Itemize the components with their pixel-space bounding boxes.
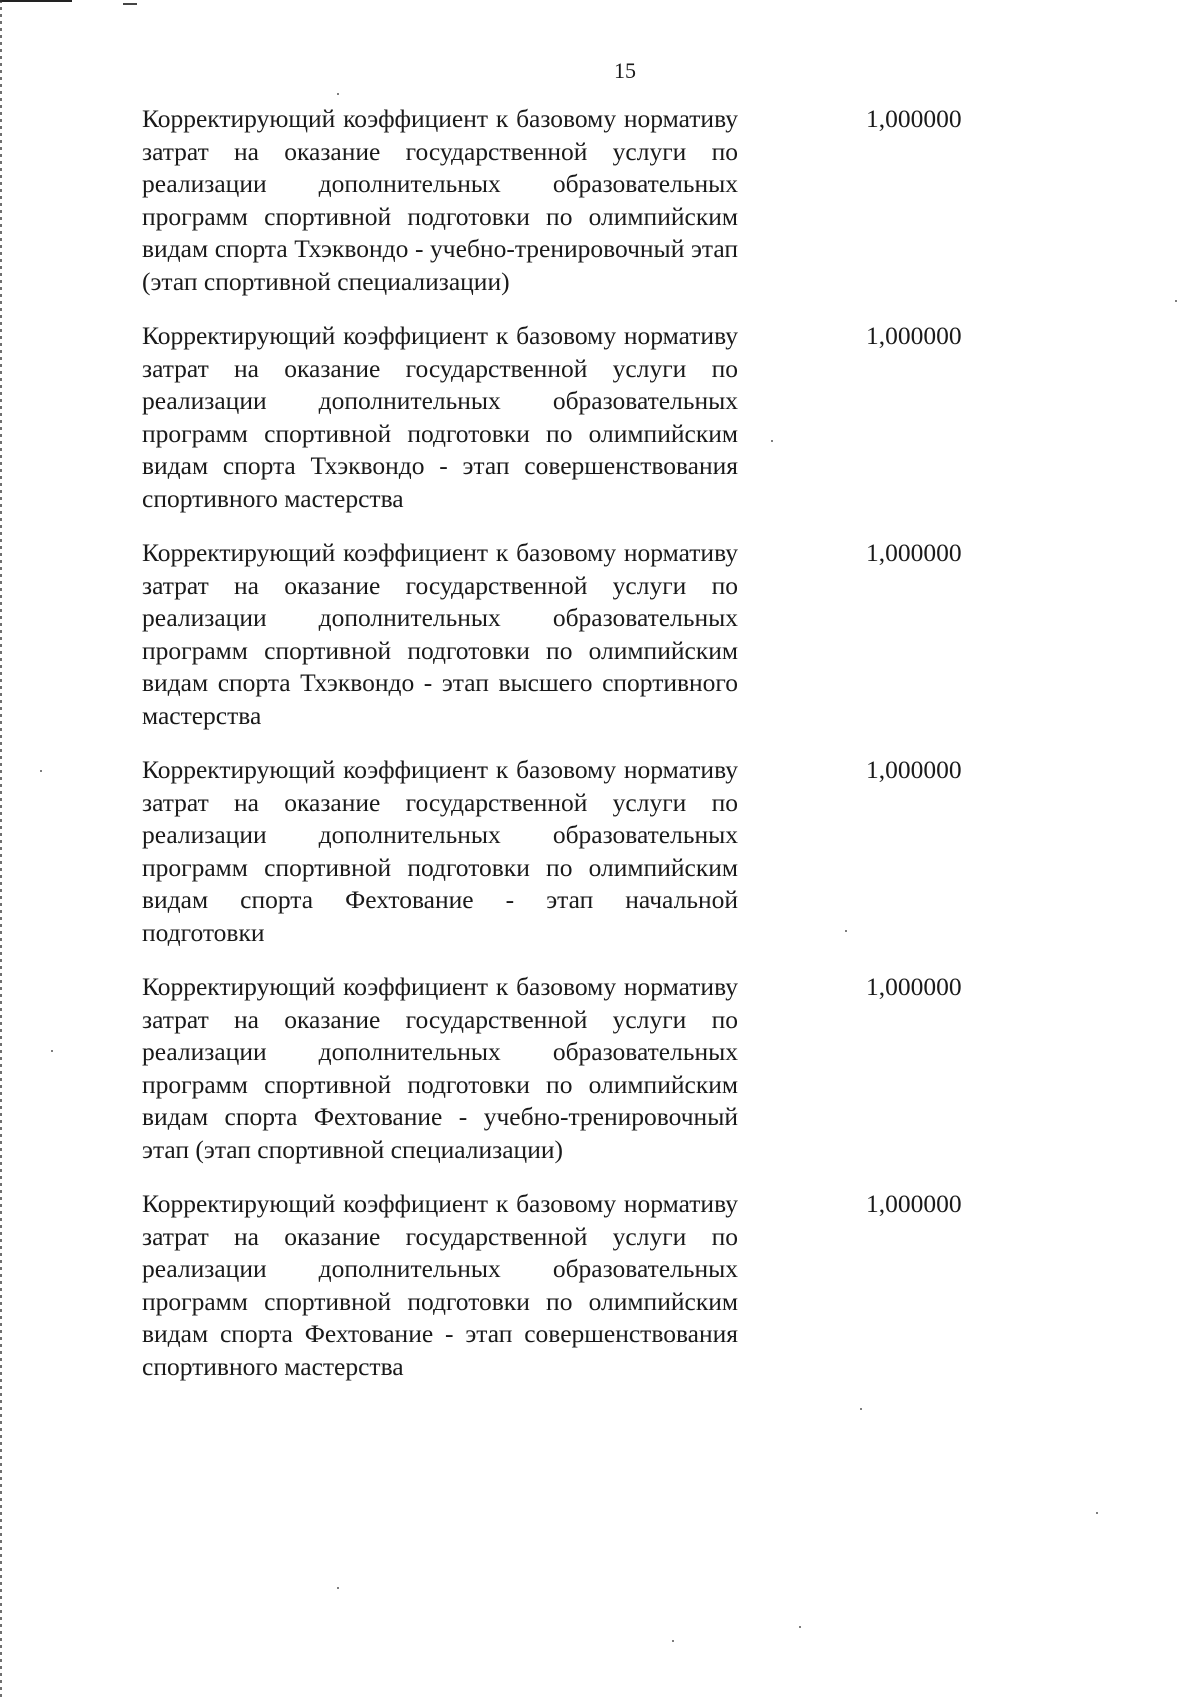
- scan-speck: [860, 1408, 862, 1410]
- coefficient-value: 1,000000: [866, 1189, 962, 1218]
- coefficient-value: 1,000000: [866, 321, 962, 350]
- scan-speck: [845, 930, 847, 932]
- scan-speck: [40, 770, 42, 772]
- coefficient-entry: [142, 103, 1142, 298]
- coefficient-entry: [142, 537, 1142, 732]
- coefficient-entry: [142, 971, 1142, 1166]
- coefficient-entry: [142, 1188, 1142, 1383]
- scan-speck: [771, 440, 773, 442]
- scan-corner-line: [0, 0, 72, 2]
- page-number: 15: [614, 58, 636, 83]
- coefficient-value: 1,000000: [866, 755, 962, 784]
- coefficient-value: 1,000000: [866, 538, 962, 567]
- scan-speck: [799, 1626, 801, 1628]
- coefficient-description: Корректирующий коэффициент к базовому нормативу затрат на оказание государственной услуги по реализации дополнительных образовательных программ спортивной подготовки по олимпийским видам спорта Тхэквондо - учебно-тренировочный этап (этап спортивной специализации): [142, 104, 738, 296]
- scan-speck: [672, 1640, 674, 1642]
- coefficient-description: Корректирующий коэффициент к базовому нормативу затрат на оказание государственной услуги по реализации дополнительных образовательных программ спортивной подготовки по олимпийским видам спорта Тхэквондо - этап совершенствования спортивного мастерства: [142, 321, 738, 513]
- coefficient-entry: [142, 754, 1142, 949]
- coefficient-description: Корректирующий коэффициент к базовому нормативу затрат на оказание государственной услуги по реализации дополнительных образовательных программ спортивной подготовки по олимпийским видам спорта Фехтование - учебно-тренировочный этап (этап спортивной специализации): [142, 972, 738, 1164]
- scan-speck: [337, 93, 339, 95]
- scan-left-edge: [0, 0, 2, 1698]
- coefficient-list: [142, 103, 1142, 1405]
- scan-speck: [1096, 1512, 1098, 1514]
- scan-speck: [1175, 300, 1177, 302]
- coefficient-description: Корректирующий коэффициент к базовому нормативу затрат на оказание государственной услуги по реализации дополнительных образовательных программ спортивной подготовки по олимпийским видам спорта Тхэквондо - этап высшего спортивного мастерства: [142, 538, 738, 730]
- coefficient-description: Корректирующий коэффициент к базовому нормативу затрат на оказание государственной услуги по реализации дополнительных образовательных программ спортивной подготовки по олимпийским видам спорта Фехтование - этап совершенствования спортивного мастерства: [142, 1189, 738, 1381]
- coefficient-value: 1,000000: [866, 972, 962, 1001]
- coefficient-entry: [142, 320, 1142, 515]
- coefficient-value: 1,000000: [866, 104, 962, 133]
- scan-speck: [51, 1050, 53, 1052]
- scan-corner-mark: [123, 0, 137, 5]
- scan-speck: [337, 1587, 339, 1589]
- coefficient-description: Корректирующий коэффициент к базовому нормативу затрат на оказание государственной услуги по реализации дополнительных образовательных программ спортивной подготовки по олимпийским видам спорта Фехтование - этап начальной подготовки: [142, 755, 738, 947]
